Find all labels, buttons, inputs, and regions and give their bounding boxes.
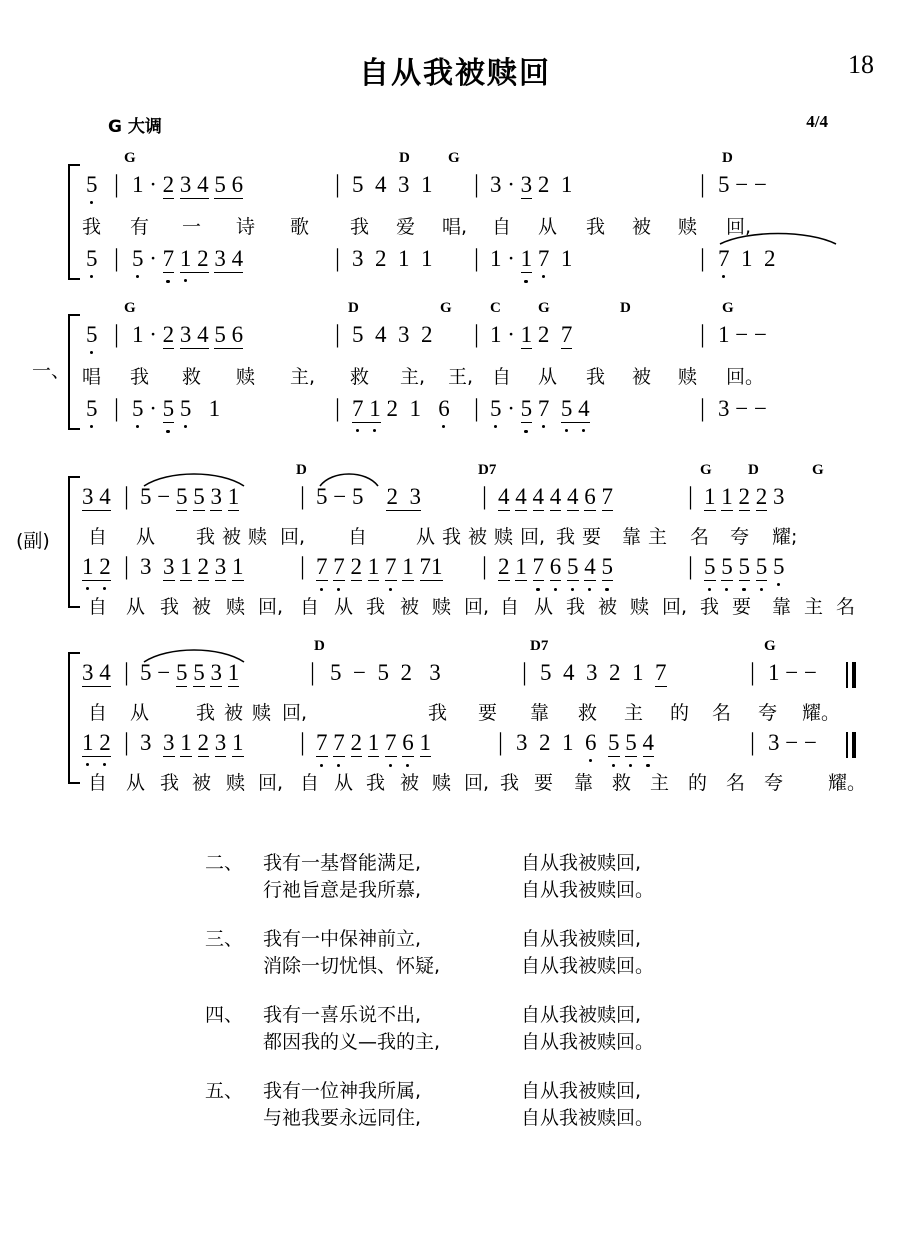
note-group: 3 − − [768, 730, 817, 755]
lyric-syllable: 耀。 [828, 772, 867, 794]
note-group: 5 · 7 1 2 3 4 [132, 246, 244, 271]
note-group: 4 4 4 4 4 6 7 [498, 484, 613, 509]
barline: | [114, 321, 120, 348]
harmony-lyric-row-3 [0, 592, 910, 618]
lyric-syllable: 主 [648, 526, 668, 548]
lyric-syllable: 赎 [252, 702, 272, 724]
note-group: 5 [86, 396, 98, 421]
lyric-syllable: 赎 [678, 216, 698, 238]
note-group: 3 · 3 2 1 [490, 172, 573, 197]
lyric-syllable: 歌 [290, 216, 310, 238]
lyric-syllable: 我 [196, 526, 216, 548]
final-double-barline [846, 732, 856, 758]
note-group: 5 4 3 1 [352, 172, 433, 197]
lyric-syllable: 回, [726, 216, 752, 238]
barline: | [335, 321, 341, 348]
lyric-syllable: 我 [500, 772, 520, 794]
lyric-syllable: 主 [804, 596, 824, 618]
verse-block [205, 1000, 725, 1054]
barline: | [700, 395, 706, 422]
lyric-syllable: 唱, [442, 216, 468, 238]
lyric-syllable: 回, [282, 702, 308, 724]
barline: | [114, 395, 120, 422]
lyric-syllable: 被 [468, 526, 488, 548]
refrain-marker: (副) [16, 530, 50, 552]
verse-text-a: 消除一切忧惧、怀疑, [263, 955, 441, 977]
note-group: 1 1 2 2 3 [704, 484, 785, 509]
lyric-syllable: 主, [400, 366, 426, 388]
lyric-syllable: 夸 [758, 702, 778, 724]
note-group: 5 − 5 2 3 [330, 660, 441, 685]
verse-text-b: 自从我被赎回。 [521, 1031, 655, 1053]
verse-line [205, 1103, 725, 1130]
melody-row-2 [0, 322, 910, 352]
note-group: 5 [86, 172, 98, 197]
note-group: 5 − 5 5 3 1 [140, 484, 240, 509]
barline: | [474, 171, 480, 198]
lyric-syllable: 从 [130, 702, 150, 724]
verse-text-b: 自从我被赎回。 [521, 879, 655, 901]
verse-line [205, 1076, 725, 1103]
lyric-syllable: 主 [650, 772, 670, 794]
barline: | [482, 553, 488, 580]
lyric-syllable: 回。 [726, 366, 765, 388]
lyric-syllable: 靠 [574, 772, 594, 794]
verse-block [205, 848, 725, 902]
chord-row-2 [0, 300, 910, 318]
barline: | [750, 729, 756, 756]
lyric-syllable: 从 [126, 772, 146, 794]
lyric-syllable: 我 [700, 596, 720, 618]
lyric-syllable: 从 [334, 596, 354, 618]
lyric-syllable: 赎 [236, 366, 256, 388]
barline: | [114, 171, 120, 198]
note-group: 5 · 5 5 1 [132, 396, 221, 421]
note-group: 5 − 5 5 3 1 [140, 660, 240, 685]
lyric-syllable: 我 [350, 216, 370, 238]
note-group: 7 1 2 1 6 [352, 396, 450, 421]
lyric-syllable: 从 [534, 596, 554, 618]
lyric-syllable: 唱 [82, 366, 102, 388]
lyric-syllable: 自 [88, 596, 108, 618]
chord-symbol: G [124, 300, 136, 316]
slur-mark [142, 470, 246, 488]
lyric-syllable: 回, [520, 526, 546, 548]
lyric-syllable: 主 [624, 702, 644, 724]
note-group: 2 1 7 6 5 4 5 [498, 554, 613, 579]
barline: | [124, 553, 130, 580]
barline: | [114, 245, 120, 272]
chord-symbol: D [399, 150, 410, 166]
verse-text-a: 行祂旨意是我所慕, [263, 879, 422, 901]
lyric-syllable: 赎 [494, 526, 514, 548]
page-title: 自从我被赎回 [359, 56, 551, 91]
lyric-syllable: 自 [88, 702, 108, 724]
chord-symbol: D [748, 462, 759, 478]
lyric-syllable: 赎 [630, 596, 650, 618]
chord-symbol: D [722, 150, 733, 166]
lyric-syllable: 自 [88, 526, 108, 548]
lyric-syllable: 从 [538, 366, 558, 388]
final-double-barline [846, 662, 856, 688]
verse-text-a: 我有一位神我所属, [263, 1080, 422, 1102]
lyric-syllable: 耀。 [802, 702, 841, 724]
barline: | [124, 659, 130, 686]
chord-symbol: G [700, 462, 712, 478]
lyric-syllable: 自 [348, 526, 368, 548]
slur-mark [318, 470, 380, 488]
lyric-syllable: 救 [350, 366, 370, 388]
lyric-syllable: 我 [442, 526, 462, 548]
lyric-syllable: 名 [690, 526, 710, 548]
lyric-syllable: 从 [334, 772, 354, 794]
lyric-syllable: 我 [366, 596, 386, 618]
barline: | [522, 659, 528, 686]
chord-symbol: D [296, 462, 307, 478]
lyric-syllable: 回, [464, 596, 490, 618]
verse-text-b: 自从我被赎回, [521, 1004, 642, 1026]
verse-text-a: 与祂我要永远同住, [263, 1107, 422, 1129]
lyric-syllable: 要 [732, 596, 752, 618]
note-group: 1 · 2 3 4 5 6 [132, 322, 244, 347]
verse-line [205, 924, 725, 951]
chord-symbol: D [348, 300, 359, 316]
lyric-syllable: 被 [192, 596, 212, 618]
verse-text-a: 我有一基督能满足, [263, 852, 422, 874]
barline: | [474, 245, 480, 272]
verse-block [205, 924, 725, 978]
chord-symbol: D7 [478, 462, 497, 478]
verse-text-b: 自从我被赎回。 [521, 1107, 655, 1129]
chord-symbol: C [490, 300, 501, 316]
lyric-syllable: 赎 [432, 596, 452, 618]
note-group: 3 4 [82, 484, 111, 509]
lyric-syllable: 自 [88, 772, 108, 794]
lyric-syllable: 我 [556, 526, 576, 548]
lyric-syllable: 自 [300, 772, 320, 794]
lyric-syllable: 我 [586, 366, 606, 388]
lyric-syllable: 诗 [236, 216, 256, 238]
chord-symbol: G [722, 300, 734, 316]
lyric-syllable: 从 [126, 596, 146, 618]
melody-row-1 [0, 172, 910, 202]
lyric-syllable: 被 [632, 366, 652, 388]
note-group: 1 − − [718, 322, 767, 347]
note-group: 5 [86, 322, 98, 347]
lyric-syllable: 靠 [530, 702, 550, 724]
melody-row-3 [0, 484, 910, 514]
verse-number: 四、 [205, 1004, 244, 1026]
slur-mark [718, 230, 838, 246]
lyric-syllable: 回, [280, 526, 306, 548]
key-signature-label: G 大调 [108, 117, 162, 137]
harmony-row-1 [0, 246, 910, 276]
lyric-syllable: 要 [478, 702, 498, 724]
lyric-syllable: 名 [712, 702, 732, 724]
barline: | [700, 171, 706, 198]
lyric-syllable: 靠 [772, 596, 792, 618]
barline: | [335, 395, 341, 422]
lyric-syllable: 我 [428, 702, 448, 724]
note-group: 3 − − [718, 396, 767, 421]
chord-symbol: G [124, 150, 136, 166]
barline: | [474, 395, 480, 422]
lyric-syllable: 被 [224, 702, 244, 724]
lyric-syllable: 被 [222, 526, 242, 548]
lyric-syllable: 一 [182, 216, 202, 238]
note-group: 1 · 2 3 4 5 6 [132, 172, 244, 197]
barline: | [124, 483, 130, 510]
barline: | [474, 321, 480, 348]
lyric-syllable: 主, [290, 366, 316, 388]
lyric-syllable: 我 [196, 702, 216, 724]
chord-symbol: D7 [530, 638, 549, 654]
note-group: 5 − 5 2 3 [316, 484, 421, 509]
verse-text-b: 自从我被赎回, [521, 852, 642, 874]
barline: | [498, 729, 504, 756]
lyric-syllable: 赎 [226, 596, 246, 618]
verse-text-a: 我有一喜乐说不出, [263, 1004, 422, 1026]
lyric-syllable: 救 [612, 772, 632, 794]
lyric-syllable: 赎 [432, 772, 452, 794]
barline: | [688, 483, 694, 510]
harmony-row-2 [0, 396, 910, 426]
chord-symbol: G [448, 150, 460, 166]
barline: | [335, 171, 341, 198]
chord-row-1 [0, 150, 910, 168]
note-group: 5 − − [718, 172, 767, 197]
lyric-syllable: 自 [500, 596, 520, 618]
chord-symbol: G [440, 300, 452, 316]
lyric-syllable: 回, [258, 596, 284, 618]
verse-block [205, 1076, 725, 1130]
barline: | [750, 659, 756, 686]
verse-number: 三、 [205, 928, 244, 950]
barline: | [124, 729, 130, 756]
barline: | [700, 245, 706, 272]
lyric-syllable: 赎 [226, 772, 246, 794]
barline: | [335, 245, 341, 272]
lyric-syllable: 夸 [764, 772, 784, 794]
lyric-syllable: 被 [632, 216, 652, 238]
chord-row-4 [0, 638, 910, 656]
time-signature-label: 4/4 [806, 112, 828, 131]
lyric-syllable: 我 [160, 596, 180, 618]
verse-text-b: 自从我被赎回。 [521, 955, 655, 977]
lyric-syllable: 救 [182, 366, 202, 388]
note-group: 5 4 3 2 1 7 [540, 660, 667, 685]
lyric-syllable: 从 [416, 526, 436, 548]
verse-text-a: 我有一中保神前立, [263, 928, 422, 950]
lyric-syllable: 赎 [248, 526, 268, 548]
melody-row-4 [0, 660, 910, 690]
note-group: 7 7 2 1 7 6 1 [316, 730, 431, 755]
verse-line [205, 848, 725, 875]
lyric-syllable: 我 [586, 216, 606, 238]
lyric-row-4 [0, 698, 910, 724]
note-group: 7 7 2 1 7 1 71 [316, 554, 443, 579]
chord-row-3 [0, 462, 910, 480]
lyric-syllable: 自 [492, 216, 512, 238]
verse-text-b: 自从我被赎回, [521, 1080, 642, 1102]
barline: | [300, 729, 306, 756]
verse-line [205, 1000, 725, 1027]
lyric-syllable: 我 [130, 366, 150, 388]
lyric-syllable: 被 [400, 596, 420, 618]
note-group: 5 4 3 2 [352, 322, 433, 347]
verse-number: 二、 [205, 852, 244, 874]
chord-symbol: G [538, 300, 550, 316]
lyric-row-3 [0, 522, 910, 548]
barline: | [700, 321, 706, 348]
barline: | [310, 659, 316, 686]
lyric-syllable: 从 [136, 526, 156, 548]
lyric-syllable: 自 [300, 596, 320, 618]
lyric-syllable: 从 [538, 216, 558, 238]
verse-text-b: 自从我被赎回, [521, 928, 642, 950]
chord-symbol: G [764, 638, 776, 654]
barline: | [482, 483, 488, 510]
lyric-syllable: 被 [400, 772, 420, 794]
note-group: 7 1 2 [718, 246, 776, 271]
lyric-syllable: 自 [492, 366, 512, 388]
lyric-syllable: 夸 [730, 526, 750, 548]
note-group: 1 2 [82, 554, 111, 579]
lyric-syllable: 我 [366, 772, 386, 794]
lyric-syllable: 赎 [678, 366, 698, 388]
verse-list [205, 848, 725, 1152]
note-group: 3 3 1 2 3 1 [140, 554, 244, 579]
slur-mark [142, 646, 246, 664]
harmony-row-4 [0, 730, 910, 760]
lyric-syllable: 我 [160, 772, 180, 794]
note-group: 3 3 1 2 3 1 [140, 730, 244, 755]
lyric-syllable: 回, [662, 596, 688, 618]
chord-symbol: G [812, 462, 824, 478]
verse-line [205, 951, 725, 978]
note-group: 5 5 5 5 5 [704, 554, 785, 579]
note-group: 5 [86, 246, 98, 271]
lyric-syllable: 被 [192, 772, 212, 794]
barline: | [300, 553, 306, 580]
lyric-syllable: 靠 [622, 526, 642, 548]
note-group: 1 − − [768, 660, 817, 685]
note-group: 1 · 1 7 1 [490, 246, 573, 271]
harmony-row-3 [0, 554, 910, 584]
lyric-syllable: 要 [582, 526, 602, 548]
note-group: 5 · 5 7 5 4 [490, 396, 590, 421]
lyric-syllable: 我 [82, 216, 102, 238]
lyric-syllable: 有 [130, 216, 150, 238]
lyric-syllable: 回, [464, 772, 490, 794]
lyric-syllable: 王, [448, 366, 474, 388]
verse-text-a: 都因我的义—我的主, [263, 1031, 441, 1053]
lyric-syllable: 的 [670, 702, 690, 724]
harmony-lyric-row-4 [0, 768, 910, 794]
barline: | [300, 483, 306, 510]
note-group: 3 2 1 1 [352, 246, 433, 271]
lyric-syllable: 要 [534, 772, 554, 794]
lyric-syllable: 名 [726, 772, 746, 794]
lyric-syllable: 的 [688, 772, 708, 794]
lyric-row-2 [0, 362, 910, 388]
verse-line [205, 875, 725, 902]
chord-symbol: D [620, 300, 631, 316]
lyric-syllable: 被 [598, 596, 618, 618]
chord-symbol: D [314, 638, 325, 654]
note-group: 1 2 [82, 730, 111, 755]
lyric-syllable: 名 [836, 596, 856, 618]
lyric-syllable: 回, [258, 772, 284, 794]
lyric-syllable: 救 [578, 702, 598, 724]
lyric-syllable: 我 [566, 596, 586, 618]
verse-number: 五、 [205, 1080, 244, 1102]
note-group: 1 · 1 2 7 [490, 322, 573, 347]
lyric-syllable: 爱 [396, 216, 416, 238]
barline: | [688, 553, 694, 580]
verse-number-marker: 一、 [32, 360, 71, 382]
page-number: 18 [848, 50, 874, 79]
verse-line [205, 1027, 725, 1054]
lyric-syllable: 耀; [772, 526, 798, 548]
note-group: 3 2 1 6 5 5 4 [516, 730, 654, 755]
note-group: 3 4 [82, 660, 111, 685]
